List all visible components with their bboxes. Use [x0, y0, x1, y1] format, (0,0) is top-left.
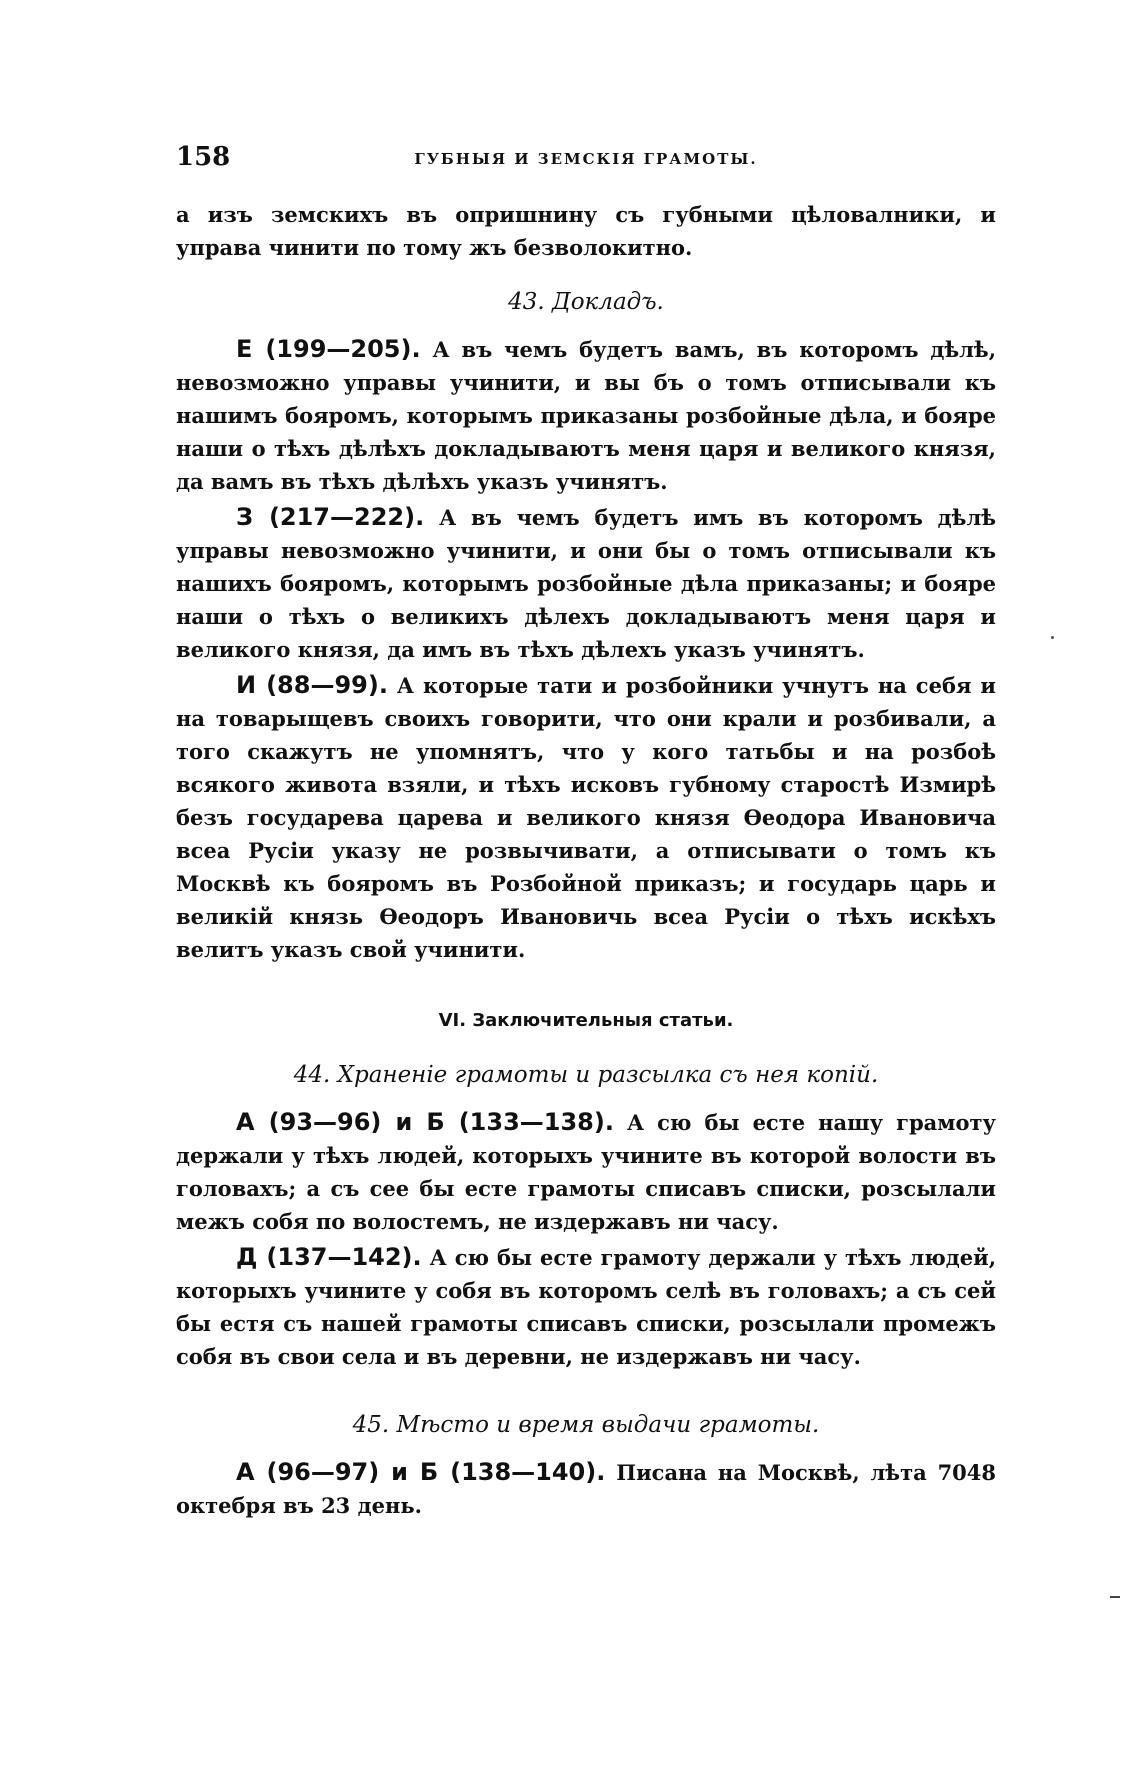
- item-i-text: А которые тати и розбойники учнутъ на себя и на товарыщевъ своихъ говорити, что они крали и розбивали, а того скажутъ не упомнятъ, что у кого татьбы и на розбоѣ всякого живота взяли, и тѣхъ исковъ губному старостѣ Измирѣ безъ государева царева и великого князя Ѳеодора Ивановича всеа Русіи указу не розвычивати, а отписывати о томъ къ Москвѣ къ бояромъ въ Розбойной приказъ; и государь царь и великій князь Ѳеодоръ Ивановичь всеа Русіи о тѣхъ искѣхъ велитъ указъ свой учинити.: [176, 673, 996, 962]
- item-final-text: Писана на Москвѣ, лѣта 7048 октебря въ 23 день.: [176, 1460, 997, 1518]
- item-final-siglum: А (96—97) и Б (138—140).: [236, 1458, 606, 1486]
- item-z-siglum: З (217—222).: [236, 503, 425, 531]
- item-e-siglum: Е (199—205).: [236, 335, 421, 363]
- item-e-paragraph: [176, 333, 996, 498]
- item-z-paragraph: [176, 501, 996, 666]
- print-speck: [1051, 636, 1054, 639]
- section-45-heading: 45. Мѣсто и время выдачи грамоты.: [352, 1412, 820, 1438]
- page-header: [176, 142, 996, 182]
- margin-mark: [1110, 1596, 1120, 1598]
- item-i-paragraph: [176, 669, 996, 966]
- page-number: 158: [176, 142, 231, 172]
- item-z-text: А въ чемъ будетъ имъ въ которомъ дѣлѣ управы невозможно учинити, и они бы о томъ отписывали къ нашихъ бояромъ, которымъ розбойные дѣла приказаны; и бояре наши о тѣхъ о великихъ дѣлехъ докладываютъ меня царя и великого князя, да имъ въ тѣхъ дѣлехъ указъ учинятъ.: [176, 505, 997, 662]
- section-vi-title: VI. Заключительныя статьи.: [438, 1010, 734, 1031]
- item-ab-text: А сю бы есте нашу грамоту держали у тѣхъ людей, которыхъ учините въ которой волости въ головахъ; а съ сее бы есте грамоты списавъ списки, розсылали межъ собя по волостемъ, не издержавъ ни часу.: [176, 1110, 996, 1234]
- item-d-text: А сю бы есте грамоту держали у тѣхъ людей, которыхъ учините у собя въ которомъ селѣ въ головахъ; а съ сей бы естя съ нашей грамоты списавъ списки, розсылали промежъ собя въ свои села и въ деревни, не издержавъ ни часу.: [176, 1245, 997, 1369]
- running-title: ГУБНЫЯ И ЗЕМСКІЯ ГРАМОТЫ.: [414, 150, 758, 168]
- intro-paragraph: а изъ земскихъ въ опришнину съ губными цѣловалники, и управа чинити по тому жъ безволокитно.: [176, 202, 996, 260]
- item-d-paragraph: [176, 1241, 996, 1373]
- item-e-text: А въ чемъ будетъ вамъ, въ которомъ дѣлѣ, невозможно управы учинити, и вы бъ о томъ отписывали къ нашимъ бояромъ, которымъ приказаны розбойные дѣла, и бояре наши о тѣхъ дѣлѣхъ докладываютъ меня царя и великого князя, да вамъ въ тѣхъ дѣлѣхъ указъ учинятъ.: [176, 337, 997, 494]
- item-i-siglum: И (88—99).: [236, 671, 388, 699]
- page-body: [176, 198, 996, 1522]
- item-ab-siglum: А (93—96) и Б (133—138).: [236, 1108, 614, 1136]
- item-d-siglum: Д (137—142).: [236, 1243, 422, 1271]
- section-44-heading: 44. Храненіе грамоты и разсылка съ нея копій.: [293, 1062, 879, 1088]
- section-43-heading: 43. Докладъ.: [508, 289, 664, 315]
- item-final-paragraph: [176, 1456, 996, 1522]
- item-ab-paragraph: [176, 1106, 996, 1238]
